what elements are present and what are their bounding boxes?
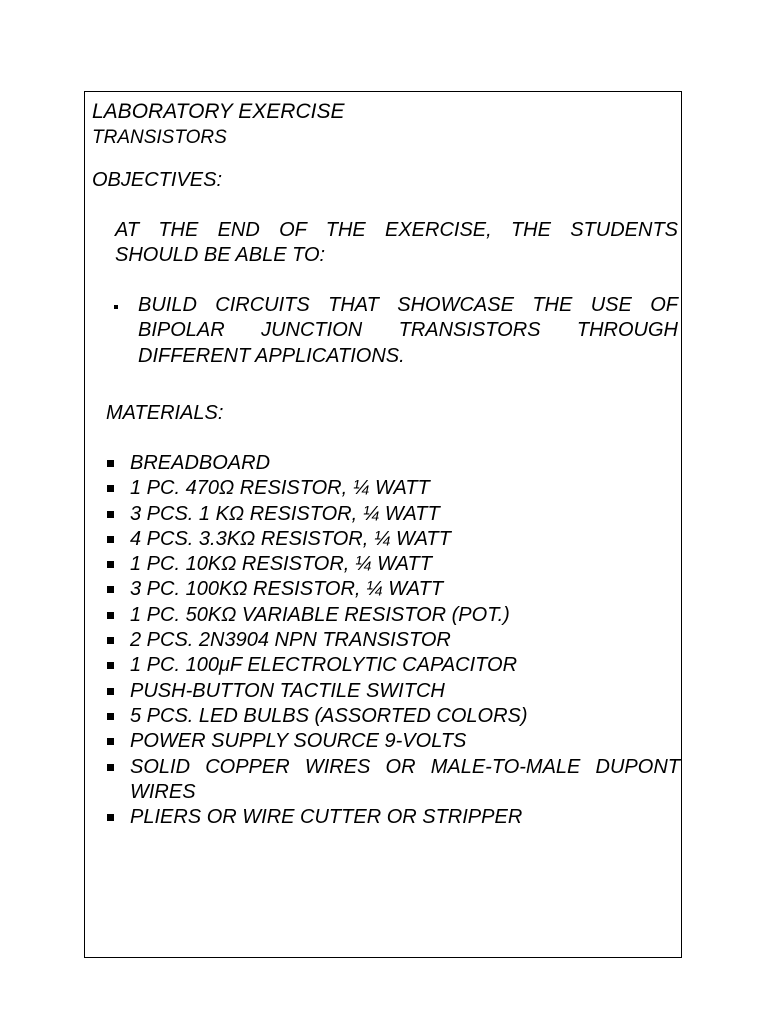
square-bullet-icon — [107, 561, 114, 568]
material-item — [104, 502, 680, 527]
objective-line-3: DIFFERENT APPLICATIONS. — [138, 345, 405, 367]
material-label: 1 PC. 100μF ELECTROLYTIC CAPACITOR — [130, 654, 518, 677]
material-item — [104, 653, 680, 678]
square-bullet-icon — [107, 586, 114, 593]
material-item — [104, 729, 680, 754]
material-label: 2 PCS. 2N3904 NPN TRANSISTOR — [130, 629, 451, 652]
square-bullet-icon — [107, 536, 114, 543]
material-item — [104, 577, 680, 602]
objective-bullet — [114, 305, 118, 309]
square-bullet-icon — [107, 460, 114, 467]
square-bullet-icon — [107, 738, 114, 745]
square-bullet-icon — [107, 511, 114, 518]
material-item — [104, 476, 680, 501]
material-label: POWER SUPPLY SOURCE 9-VOLTS — [130, 730, 467, 753]
material-item — [104, 451, 680, 476]
material-item — [104, 603, 680, 628]
objectives-heading: OBJECTIVES: — [92, 169, 223, 191]
square-bullet-icon — [107, 637, 114, 644]
square-bullet-icon — [107, 485, 114, 492]
material-label: PUSH-BUTTON TACTILE SWITCH — [130, 679, 445, 702]
material-label: PLIERS OR WIRE CUTTER OR STRIPPER — [130, 806, 523, 829]
material-label: 4 PCS. 3.3KΩ RESISTOR, ¼ WATT — [130, 527, 451, 550]
material-label: BREADBOARD — [130, 452, 271, 474]
document-title: LABORATORY EXERCISE — [92, 100, 345, 123]
material-item — [104, 755, 680, 806]
material-label: 1 PC. 10KΩ RESISTOR, ¼ WATT — [130, 553, 432, 576]
material-label: 1 PC. 50KΩ VARIABLE RESISTOR (POT.) — [130, 603, 510, 626]
material-label: 1 PC. 470Ω RESISTOR, ¼ WATT — [130, 477, 430, 500]
square-bullet-icon — [107, 814, 114, 821]
square-bullet-icon — [107, 688, 114, 695]
document-subtitle: TRANSISTORS — [92, 127, 227, 148]
material-label: 3 PC. 100KΩ RESISTOR, ¼ WATT — [130, 578, 444, 601]
objective-line-2: BIPOLAR JUNCTION TRANSISTORS THROUGH — [138, 319, 678, 341]
material-label: 3 PCS. 1 KΩ RESISTOR, ¼ WATT — [130, 502, 440, 525]
square-bullet-icon — [107, 612, 114, 619]
square-bullet-icon — [107, 713, 114, 720]
material-item — [104, 704, 680, 729]
materials-list — [104, 451, 680, 830]
material-item — [104, 552, 680, 577]
material-item — [104, 628, 680, 653]
materials-heading: MATERIALS: — [106, 402, 224, 424]
material-item — [104, 805, 680, 830]
material-label-line-1: SOLID COPPER WIRES OR MALE-TO-MALE DUPONT — [130, 755, 680, 778]
material-label: 5 PCS. LED BULBS (ASSORTED COLORS) — [130, 704, 528, 727]
material-item — [104, 679, 680, 704]
objective-line-1: BUILD CIRCUITS THAT SHOWCASE THE USE OF — [138, 294, 678, 316]
material-label-line-2: WIRES — [130, 780, 196, 803]
intro-line-2: SHOULD BE ABLE TO: — [115, 244, 326, 266]
square-bullet-icon — [107, 764, 114, 771]
square-bullet-icon — [107, 662, 114, 669]
intro-line-1: AT THE END OF THE EXERCISE, THE STUDENTS — [115, 219, 678, 241]
material-item — [104, 527, 680, 552]
